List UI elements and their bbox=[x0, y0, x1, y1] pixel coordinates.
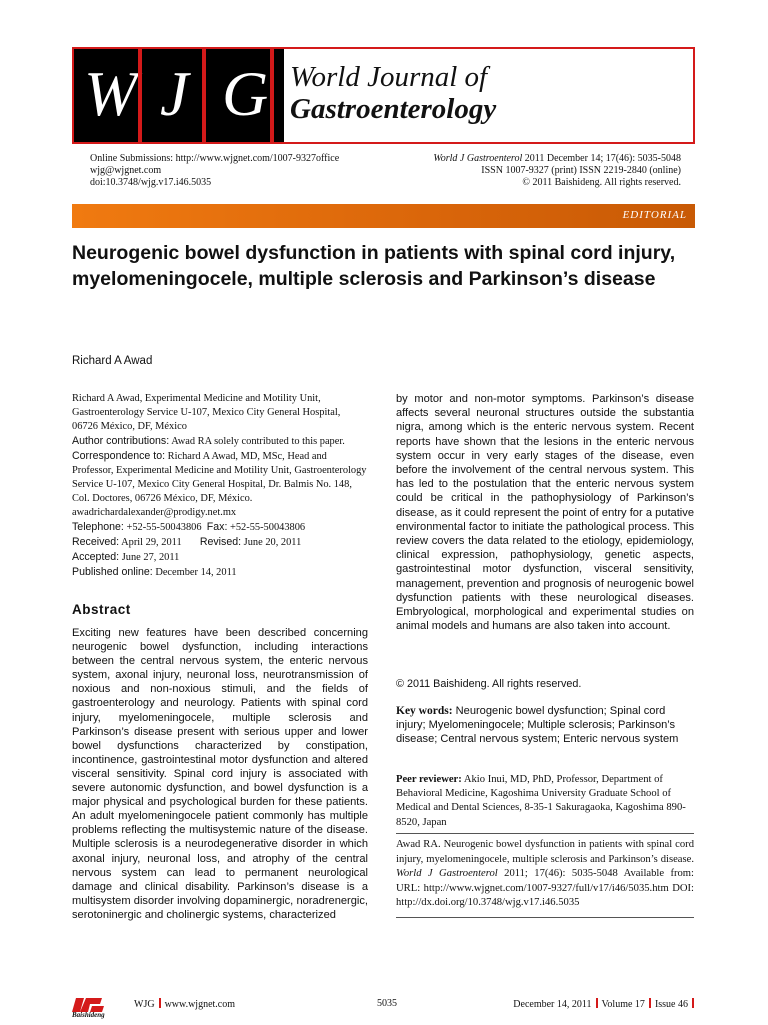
published-label: Published online: bbox=[72, 566, 153, 578]
footer-site-link[interactable]: www.wjgnet.com bbox=[164, 999, 236, 1010]
logo-divider bbox=[270, 49, 274, 142]
journal-email-link[interactable]: wjg@wjgnet.com bbox=[90, 165, 162, 176]
footer-date: December 14, 2011 bbox=[513, 999, 592, 1010]
contributions-text: Awad RA solely contributed to this paper. bbox=[171, 436, 345, 447]
rights-text: © 2011 Baishideng. All rights reserved. bbox=[522, 177, 681, 188]
abstract-body-left: Exciting new features have been described concerning neurogenic bowel dysfunction, including interactions between the central nervous system, the enteric nervous system, axonal injury, neuronal loss, neurotransmission of noxious and non-noxious stimuli, and the fields of gastroenterology and neurology. Patients with spinal cord injury, myelomeningocele, multiple sclerosis and Parkinson’s disease present with serious upper and lower bowel dysfunctions characterized by constipation, incontinence, gastrointestinal motor dysfunction and altered visceral sensitivity. Spinal cord injury is associated with severe autonomic dysfunction, and bowel dysfunction is a major physical and psychological burden for these patients. An adult myelomeningocele patient commonly has multiple problems reflecting the multisystemic nature of the disease. Multiple sclerosis is a neurodegenerative disorder in which axonal injury, neuronal loss, and atrophy of the central nervous system can lead to permanent neurological damage and clinical disability. Parkinson’s disease is a multisystem disorder involving dopaminergic, noradrenergic, serotoninergic and cholinergic systems, characterized bbox=[72, 627, 368, 921]
logo-letter-w: W bbox=[84, 58, 138, 129]
journal-masthead bbox=[72, 47, 695, 144]
citation-info bbox=[433, 153, 681, 189]
peer-reviewer-block bbox=[396, 773, 694, 830]
fax-value: +52-55-50043806 bbox=[230, 522, 306, 533]
telephone-value: +52-55-50043806 bbox=[126, 522, 202, 533]
logo-letter-g: G bbox=[222, 58, 269, 129]
published-date: December 14, 2011 bbox=[155, 567, 237, 578]
section-label: EDITORIAL bbox=[622, 209, 687, 221]
submission-info bbox=[90, 153, 339, 189]
revised-date: June 20, 2011 bbox=[243, 537, 302, 548]
logo-letter-j: J bbox=[160, 58, 189, 129]
footer-issue: Issue 46 bbox=[654, 999, 688, 1010]
footer-journal bbox=[134, 998, 235, 1010]
journal-name-line2: Gastroenterology bbox=[290, 93, 497, 125]
journal-name bbox=[290, 61, 496, 125]
footer-divider bbox=[692, 998, 694, 1008]
author-affiliation-block bbox=[72, 392, 368, 580]
journal-name-line1: World Journal of bbox=[290, 61, 488, 93]
doi-text: doi:10.3748/wjg.v17.i46.5035 bbox=[90, 177, 212, 188]
correspondence-email[interactable]: awadrichardalexander@prodigy.net.mx bbox=[72, 507, 237, 518]
telephone-label: Telephone: bbox=[72, 521, 124, 533]
keywords-block bbox=[396, 704, 694, 747]
fax-label: Fax: bbox=[206, 521, 228, 533]
footer-divider bbox=[159, 998, 161, 1008]
keywords-label: Key words: bbox=[396, 705, 453, 717]
page-number: 5035 bbox=[377, 998, 397, 1009]
received-date: April 29, 2011 bbox=[121, 537, 182, 548]
section-bar bbox=[72, 204, 695, 228]
affiliation-text: Richard A Awad, Experimental Medicine and Motility Unit, Gastroenterology Service U-107, Mexico City General Hospital, 06726 México, DF, México bbox=[72, 393, 341, 432]
abstract-heading: Abstract bbox=[72, 602, 131, 617]
accepted-label: Accepted: bbox=[72, 551, 120, 563]
footer-journal-abbrev: WJG bbox=[134, 999, 155, 1010]
wjg-logo bbox=[74, 49, 284, 142]
online-submissions-link[interactable]: Online Submissions: http://www.wjgnet.com/1007-9327office bbox=[90, 153, 340, 164]
abstract-body-right: by motor and non-motor symptoms. Parkinson’s disease affects several neuronal structures outside the substantia nigra, among which is the enteric nervous system. Recent reports have shown that the lesions in the enteric nervous system occur in very early stages of the disease, even before the involvement of the central nervous system. This has led to the postulation that the enteric nervous system could be critical in the pathophysiology of Parkinson’s disease, as it could represent the point of entry for a putative environmental factor to initiate the pathological process. This review covers the data related to the etiology, epidemiology, clinical expression, pathophysiology, genetic aspects, gastrointestinal motor dysfunction, visceral sensitivity, management, prevention and prognosis of neurogenic bowel dysfunction patients with these neurological diseases. Embryological, morphological and experimental studies on animal models and humans are also taken into account. bbox=[396, 393, 694, 633]
correspondence-label: Correspondence to: bbox=[72, 450, 166, 462]
citation-issue: 2011 December 14; 17(46): 5035-5048 bbox=[524, 153, 681, 164]
contributions-label: Author contributions: bbox=[72, 435, 170, 447]
footer-divider bbox=[596, 998, 598, 1008]
accepted-date: June 27, 2011 bbox=[121, 552, 180, 563]
citation-journal-name: World J Gastroenterol bbox=[396, 868, 498, 880]
logo-divider bbox=[138, 49, 142, 142]
issn-text: ISSN 1007-9327 (print) ISSN 2219-2840 (online) bbox=[481, 165, 681, 176]
footer-issue-info bbox=[513, 998, 698, 1010]
peer-reviewer-text: Akio Inui, MD, PhD, Professor, Department of Behavioral Medicine, Kagoshima University Graduate School of Medical and Dental Sciences, 8-35-1 Sakuragaoka, Kagoshima 890-8520, Japan bbox=[396, 774, 686, 828]
abstract-copyright: © 2011 Baishideng. All rights reserved. bbox=[396, 678, 582, 690]
citation-suffix: 2011; 17(46): 5035-5048 Available from: URL: http://www.wjgnet.com/1007-9327/full/v17/i46/5035.htm DOI: http://dx.doi.org/10.3748/wjg.v17.i46.5035 bbox=[396, 868, 694, 909]
received-label: Received: bbox=[72, 536, 120, 548]
peer-reviewer-label: Peer reviewer: bbox=[396, 774, 462, 785]
publisher-name: Baishideng bbox=[72, 1011, 105, 1019]
article-title: Neurogenic bowel dysfunction in patients with spinal cord injury, myelomeningocele, multiple sclerosis and Parkinson’s disease bbox=[72, 242, 676, 290]
revised-label: Revised: bbox=[199, 536, 242, 548]
citation-prefix: Awad RA. Neurogenic bowel dysfunction in patients with spinal cord injury, myelomeningocele, multiple sclerosis and Parkinson’s disease. bbox=[396, 839, 694, 865]
publisher-logo bbox=[72, 996, 110, 1020]
citation-box bbox=[396, 833, 694, 918]
footer-divider bbox=[649, 998, 651, 1008]
author-name: Richard A Awad bbox=[72, 355, 153, 367]
citation-journal: World J Gastroenterol bbox=[433, 153, 523, 164]
footer-volume: Volume 17 bbox=[601, 999, 645, 1010]
correspondence-text: Richard A Awad, MD, MSc, Head and Professor, Experimental Medicine and Motility Unit, Gastroenterology Service U-107, Mexico City General Hospital, Dr. Balmis No. 148, Col. Doctores, 06726 México, DF, México. bbox=[72, 451, 367, 504]
logo-divider bbox=[202, 49, 206, 142]
keywords-text: Neurogenic bowel dysfunction; Spinal cord injury; Myelomeningocele; Multiple sclerosis; Parkinson’s disease; Central nervous system; Enteric nervous system bbox=[396, 705, 679, 746]
